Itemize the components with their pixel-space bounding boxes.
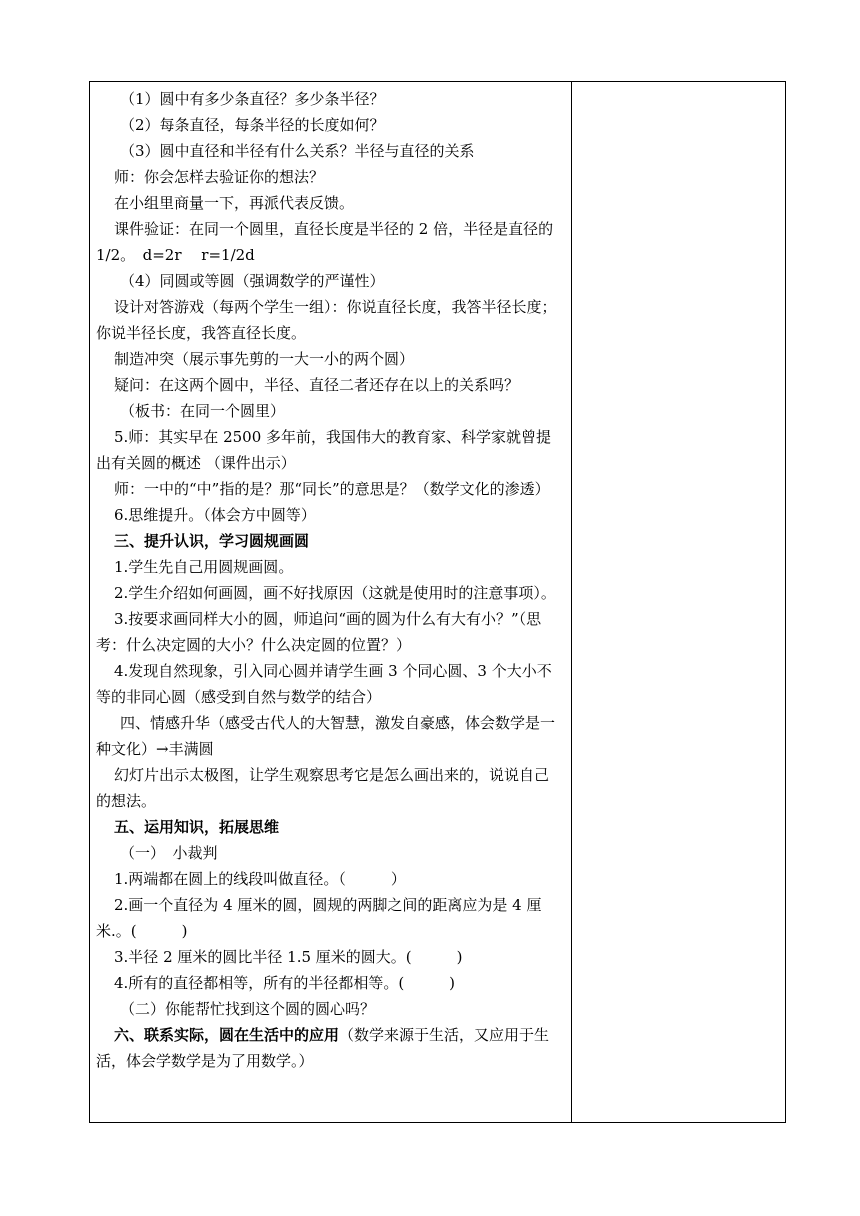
judge-item-2: 2.画一个直径为 4 厘米的圆，圆规的两脚之间的距离应为是 4 厘米.。( )	[96, 896, 542, 940]
answer-game: 设计对答游戏（每两个学生一组）：你说直径长度，我答半径长度；你说半径长度，我答直径长度。	[96, 298, 557, 342]
group-discuss: 在小组里商量一下，再派代表反馈。	[114, 194, 355, 212]
teacher-verify: 师：你会怎样去验证你的想法？	[114, 168, 325, 186]
board-note: （板书：在同一个圆里）	[120, 402, 286, 420]
doubt-question: 疑问：在这两个圆中，半径、直径二者还存在以上的关系吗？	[114, 376, 520, 394]
judge-item-1: 1.两端都在圆上的线段叫做直径。（ ）	[114, 870, 406, 888]
judge-item-3: 3.半径 2 厘米的圆比半径 1.5 厘米的圆大。( )	[114, 948, 463, 966]
judge-item-4: 4.所有的直径都相等，所有的半径都相等。( )	[114, 974, 456, 992]
question-4: （4）同圆或等圆（强调数学的严谨性）	[120, 272, 385, 290]
question-1: （1）圆中有多少条直径？多少条半径？	[120, 90, 385, 108]
section-6	[96, 1022, 563, 1074]
section-5-title: 五、运用知识，拓展思维	[114, 818, 280, 836]
section-6-title: 六、联系实际，圆在生活中的应用	[114, 1026, 340, 1044]
section-3-item-1: 1.学生先自己用圆规画圆。	[114, 558, 294, 576]
question-3: （3）圆中直径和半径有什么关系？半径与直径的关系	[120, 142, 475, 160]
taiji-slide: 幻灯片出示太极图，让学生观察思考它是怎么画出来的，说说自己的想法。	[96, 766, 550, 810]
meaning-question: 师：一中的“中”指的是？那“同长”的意思是？（数学文化的渗透）	[114, 480, 550, 498]
section-3-item-4: 4.发现自然现象，引入同心圆并请学生画 3 个同心圆、3 个大小不等的非同心圆（感受到自然与数学的结合）	[96, 662, 552, 706]
courseware-verify: 课件验证：在同一个圆里，直径长度是半径的 2 倍，半径是直径的 1/2。 d=2r r=1/2d	[96, 220, 554, 264]
lesson-plan-table	[89, 81, 786, 1123]
section-6-note: （数学来源于生活，又应用于生活，体会学数学是为了用数学。）	[96, 1026, 550, 1070]
lesson-content-cell	[90, 82, 571, 1122]
history-note: 5.师：其实早在 2500 多年前，我国伟大的教育家、科学家就曾提出有关圆的概述 （课件出示）	[96, 428, 552, 472]
section-3-title: 三、提升认识，学习圆规画圆	[114, 532, 310, 550]
section-3-item-3: 3.按要求画同样大小的圆，师追问“画的圆为什么有大有小？”（思考：什么决定圆的大小？什么决定圆的位置？）	[96, 610, 542, 654]
section-4: 四、情感升华（感受古代人的大智慧，激发自豪感，体会数学是一种文化）→丰满圆	[96, 714, 556, 758]
judge-title: （一） 小裁判	[120, 844, 218, 862]
question-2: （2）每条直径，每条半径的长度如何？	[120, 116, 385, 134]
notes-cell	[572, 82, 785, 1122]
conflict: 制造冲突（展示事先剪的一大一小的两个圆）	[114, 350, 415, 368]
section-3-item-2: 2.学生介绍如何画圆，画不好找原因（这就是使用时的注意事项）。	[114, 584, 556, 602]
find-center: （二）你能帮忙找到这个圆的圆心吗？	[120, 1000, 376, 1018]
thinking-upgrade: 6.思维提升。（体会方中圆等）	[114, 506, 316, 524]
